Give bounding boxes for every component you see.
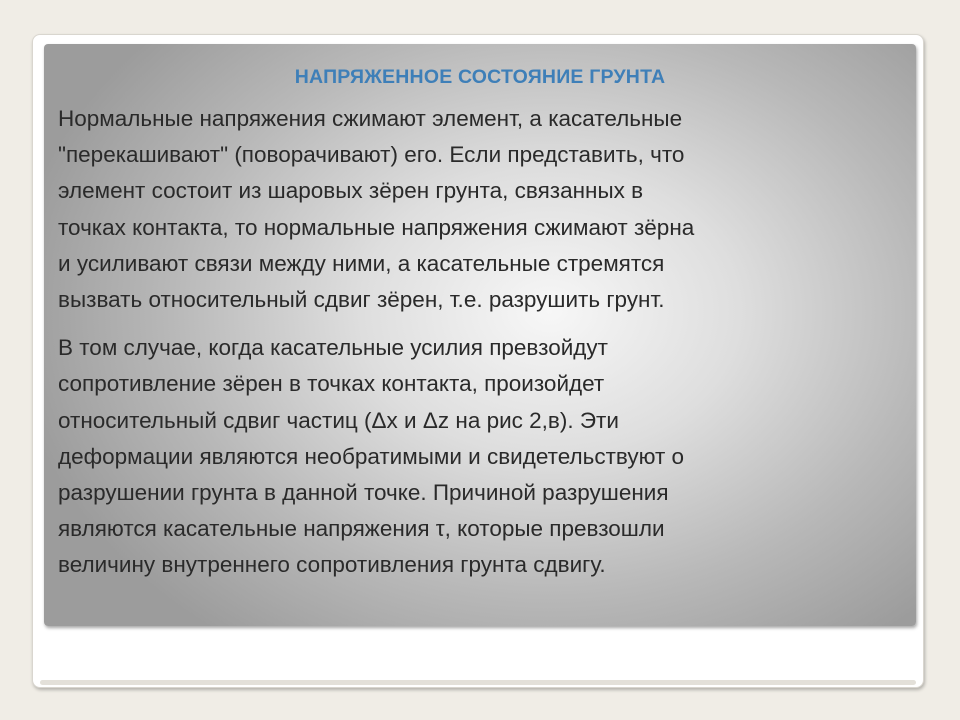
frame-bottom-decoration	[40, 680, 916, 685]
content-panel	[44, 44, 916, 626]
paragraph-1: Нормальные напряжения сжимают элемент, а касательные "перекашивают" (поворачивают) его. Если представить, что элемент состоит из шаровых зёрен грунта, связанных в точках контакта, то нормальные напряжения сжимают зёрна и усиливают связи между ними, а касательные стремятся вызвать относительный сдвиг зёрен, т.е. разрушить грунт.	[58, 106, 695, 313]
paragraph-2: В том случае, когда касательные усилия превзойдут сопротивление зёрен в точках контакта, произойдет относительный сдвиг частиц (Δx и Δz на рис 2,в). Эти деформации являются необратимыми и свидетельствуют о разрушении грунта в данной точке. Причиной разрушения являются касательные напряжения τ, которые превзошли величину внутреннего сопротивления грунта сдвигу.	[58, 335, 685, 578]
slide-title: НАПРЯЖЕННОЕ СОСТОЯНИЕ ГРУНТА	[294, 66, 666, 88]
